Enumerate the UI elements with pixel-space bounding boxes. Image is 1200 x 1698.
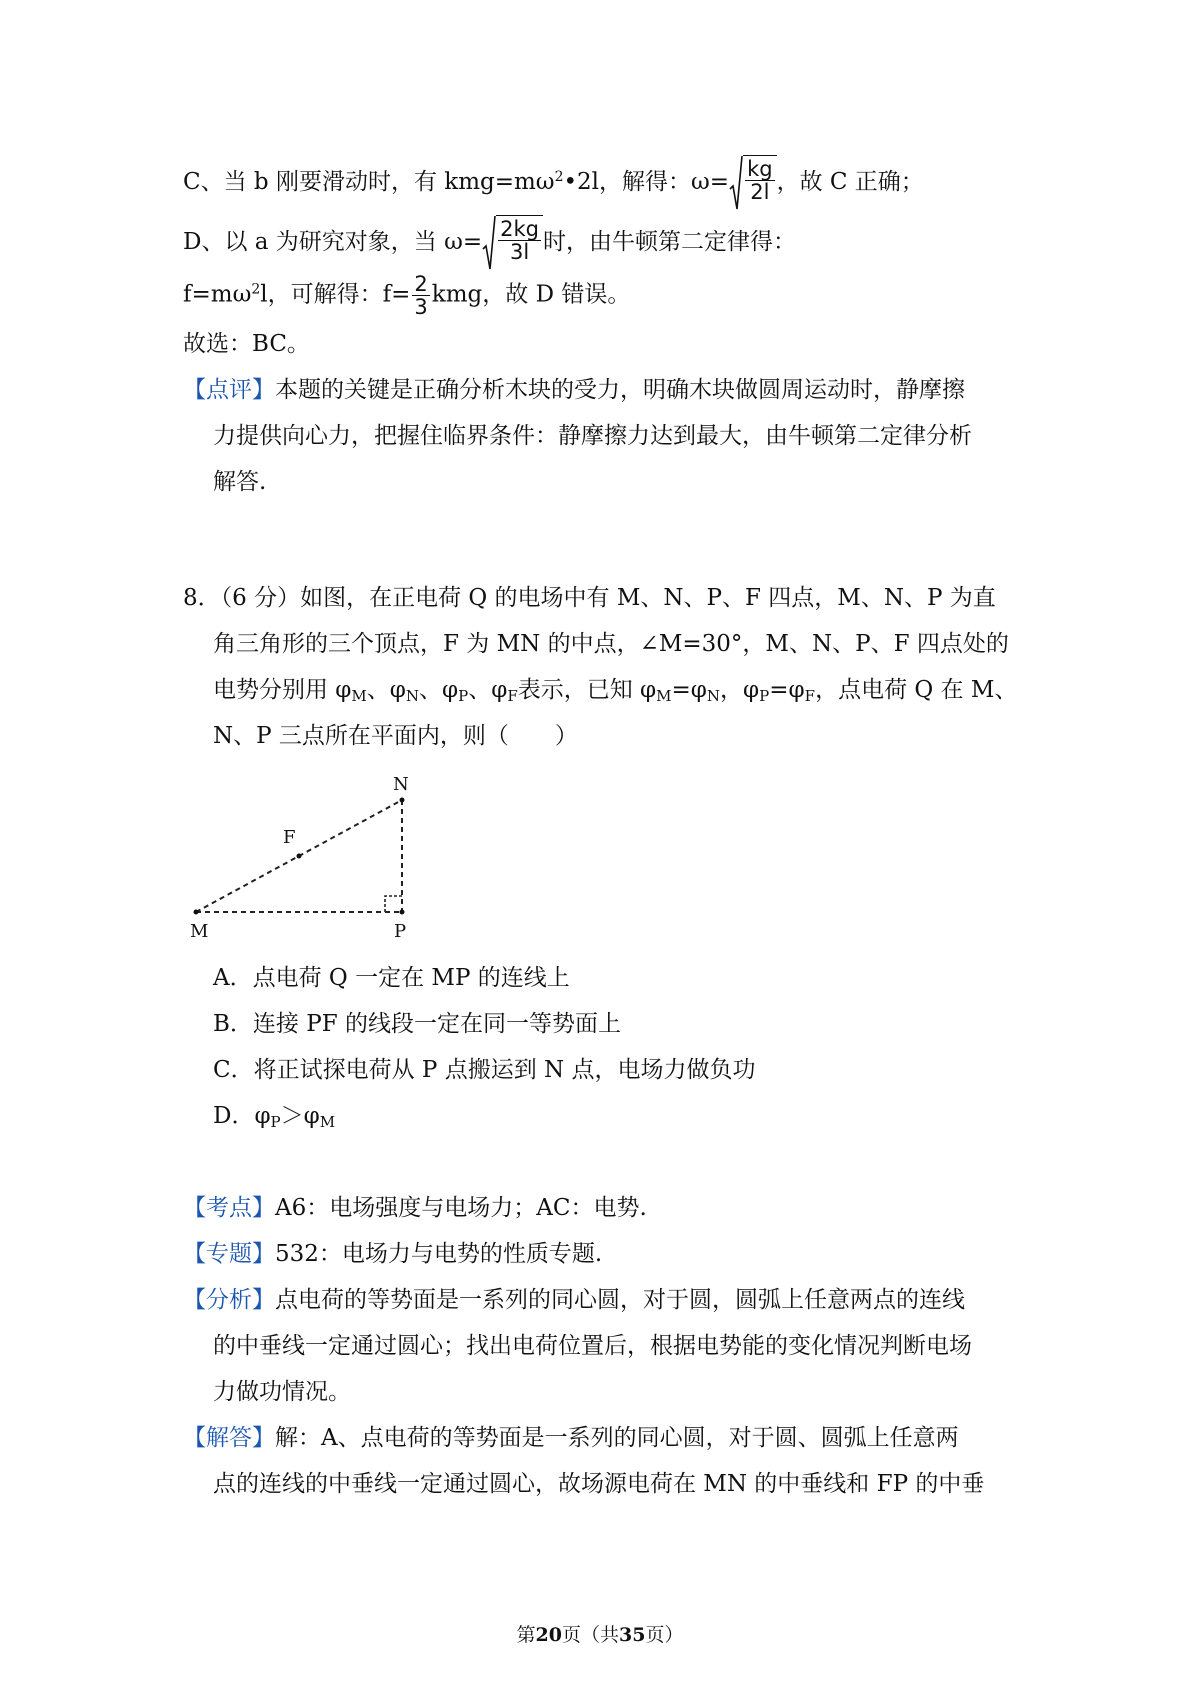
solution-line-c: C、当 b 刚要滑动时，有 $kmg=m\omega^2•2l$，解得：ω= $\frac{kg}{2l}$ ，故 C 正确； [183,155,924,211]
comment-line-2: 力提供向心力，把握住临界条件：静摩擦力达到最大，由牛顿第二定律分析 [213,423,972,449]
fraction-2kg-3l: $\frac{2kg}{3l}$ [500,217,539,264]
option-a: A．点电荷 Q 一定在 MP 的连线上 [213,965,570,991]
triangle-figure [180,775,440,945]
label-p: P [394,921,407,942]
jieda-tag: 【解答】 [183,1425,275,1451]
right-angle-mark [385,896,402,912]
label-n: N [393,775,409,795]
point-n [400,798,405,803]
page-footer: 第20页（共35页） [516,1624,684,1646]
fenxi-line-1: 【分析】点电荷的等势面是一系列的同心圆，对于圆，圆弧上任意两点的连线 [183,1287,965,1313]
point-f [297,854,302,859]
comment-line-1: 【点评】本题的关键是正确分析木块的受力，明确木块做圆周运动时，静摩擦 [183,377,965,403]
q8-stem-line-4: N、P 三点所在平面内，则（ ） [213,723,578,749]
label-f: F [283,827,296,848]
option-d: D．$\varphi_P>\varphi_M$ [213,1103,336,1131]
point-m [194,910,199,915]
sqrt-kg-over-2l [729,155,777,211]
fenxi-line-2: 的中垂线一定通过圆心；找出电荷位置后，根据电势能的变化情况判断电场 [213,1333,972,1359]
solution-line-f: $f=m\omega^2l$，可解得：f= $\frac{2}{3}$ kmg，故 D 错误。 [183,272,631,319]
option-b: B．连接 PF 的线段一定在同一等势面上 [213,1011,621,1037]
jieda-line-1: 【解答】解：A、点电荷的等势面是一系列的同心圆，对于圆、圆弧上任意两 [183,1425,959,1451]
q8-stem-line-1: 8．（6 分）如图，在正电荷 Q 的电场中有 M、N、P、F 四点，M、N、P 为直 [183,585,996,611]
fraction-2-3: $\frac{2}{3}$ [414,272,428,319]
page-number: 20 [535,1624,562,1646]
sqrt-2kg-over-3l [482,215,543,271]
zhuanti-tag: 【专题】 [183,1241,275,1267]
page-total: 35 [619,1624,646,1646]
solution-line-d: D、以 a 为研究对象，当 ω= $\frac{2kg}{3l}$ 时，由牛顿第二定律得： [183,215,796,271]
label-m: M [190,921,209,942]
fenxi-tag: 【分析】 [183,1287,275,1313]
comment-tag: 【点评】 [183,377,275,403]
option-c: C．将正试探电荷从 P 点搬运到 N 点，电场力做负功 [213,1057,756,1083]
kaodian-tag: 【考点】 [183,1195,275,1221]
comment-line-3: 解答. [213,469,267,495]
q8-stem-line-2: 角三角形的三个顶点，F 为 MN 的中点，∠M=30°，M、N、P、F 四点处的 [213,631,1009,657]
zhuanti-line: 【专题】532：电场力与电势的性质专题. [183,1241,603,1267]
q8-stem-line-3: 电势分别用 $\varphi_M$、$\varphi_N$、$\varphi_P$、$\varphi_F$表示，已知 $\varphi_M=\varphi_N$，$\varphi_P=\varphi_F$，点电荷 Q 在 M、 [213,677,1018,705]
answer-line: 故选：BC。 [183,331,310,357]
jieda-line-2: 点的连线的中垂线一定通过圆心，故场源电荷在 MN 的中垂线和 FP 的中垂 [213,1471,985,1497]
kaodian-line: 【考点】A6：电场强度与电场力；AC：电势. [183,1195,647,1221]
point-p [400,910,405,915]
fenxi-line-3: 力做功情况。 [213,1379,351,1405]
fraction-kg-2l: $\frac{kg}{2l}$ [747,157,773,204]
